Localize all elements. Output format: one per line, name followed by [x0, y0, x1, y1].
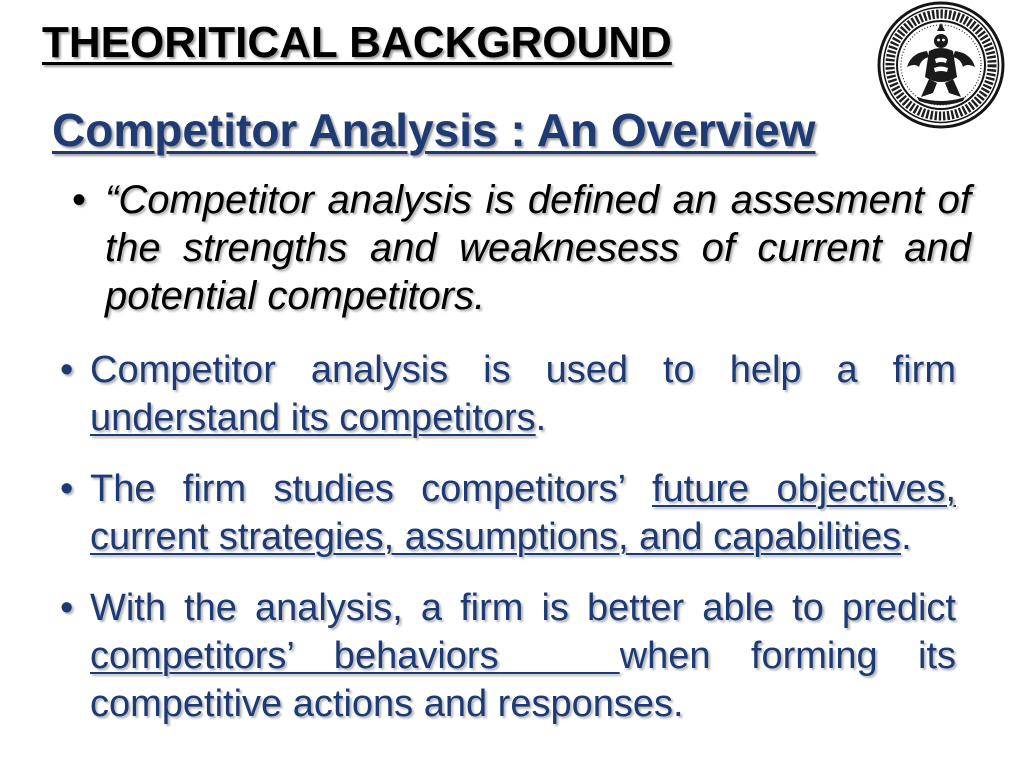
bullet-marker: •	[60, 468, 74, 510]
bullet-point-purpose	[60, 346, 960, 442]
definition-text: “Competitor analysis is defined an assesment of the strengths and weaknesess of current and potential competitors.	[105, 178, 971, 318]
text-segment: .	[901, 516, 912, 558]
bullet-point-predict	[60, 584, 960, 728]
bullet-marker: •	[72, 178, 87, 222]
slide-title: THEORITICAL BACKGROUND	[42, 18, 672, 67]
bullet-marker: •	[60, 349, 74, 391]
underlined-text: understand its competitors	[90, 397, 536, 439]
text-segment: when forming its competitive actions and responses.	[90, 635, 956, 725]
bullet-list	[60, 346, 960, 751]
bullet-text	[90, 465, 956, 561]
underline-gap	[499, 635, 620, 677]
university-seal	[877, 1, 1005, 129]
bullet-point-studies	[60, 465, 960, 561]
bullet-marker: •	[60, 587, 74, 629]
text-segment: With the analysis, a firm is better able to predict	[90, 587, 956, 629]
text-segment: Competitor analysis is used to help a firm	[90, 349, 956, 391]
text-segment: .	[535, 397, 547, 439]
text-segment: The firm studies competitors’	[90, 468, 652, 510]
definition-bullet	[72, 176, 972, 320]
slide-subtitle: Competitor Analysis : An Overview	[52, 104, 816, 156]
underlined-text: competitors’ behaviors	[90, 635, 499, 677]
underlined-text: future objectives, current strategies, assumptions, and capabilities	[90, 468, 957, 558]
bullet-text	[90, 584, 956, 728]
bullet-text	[90, 346, 956, 442]
university-seal-icon	[877, 1, 1005, 129]
